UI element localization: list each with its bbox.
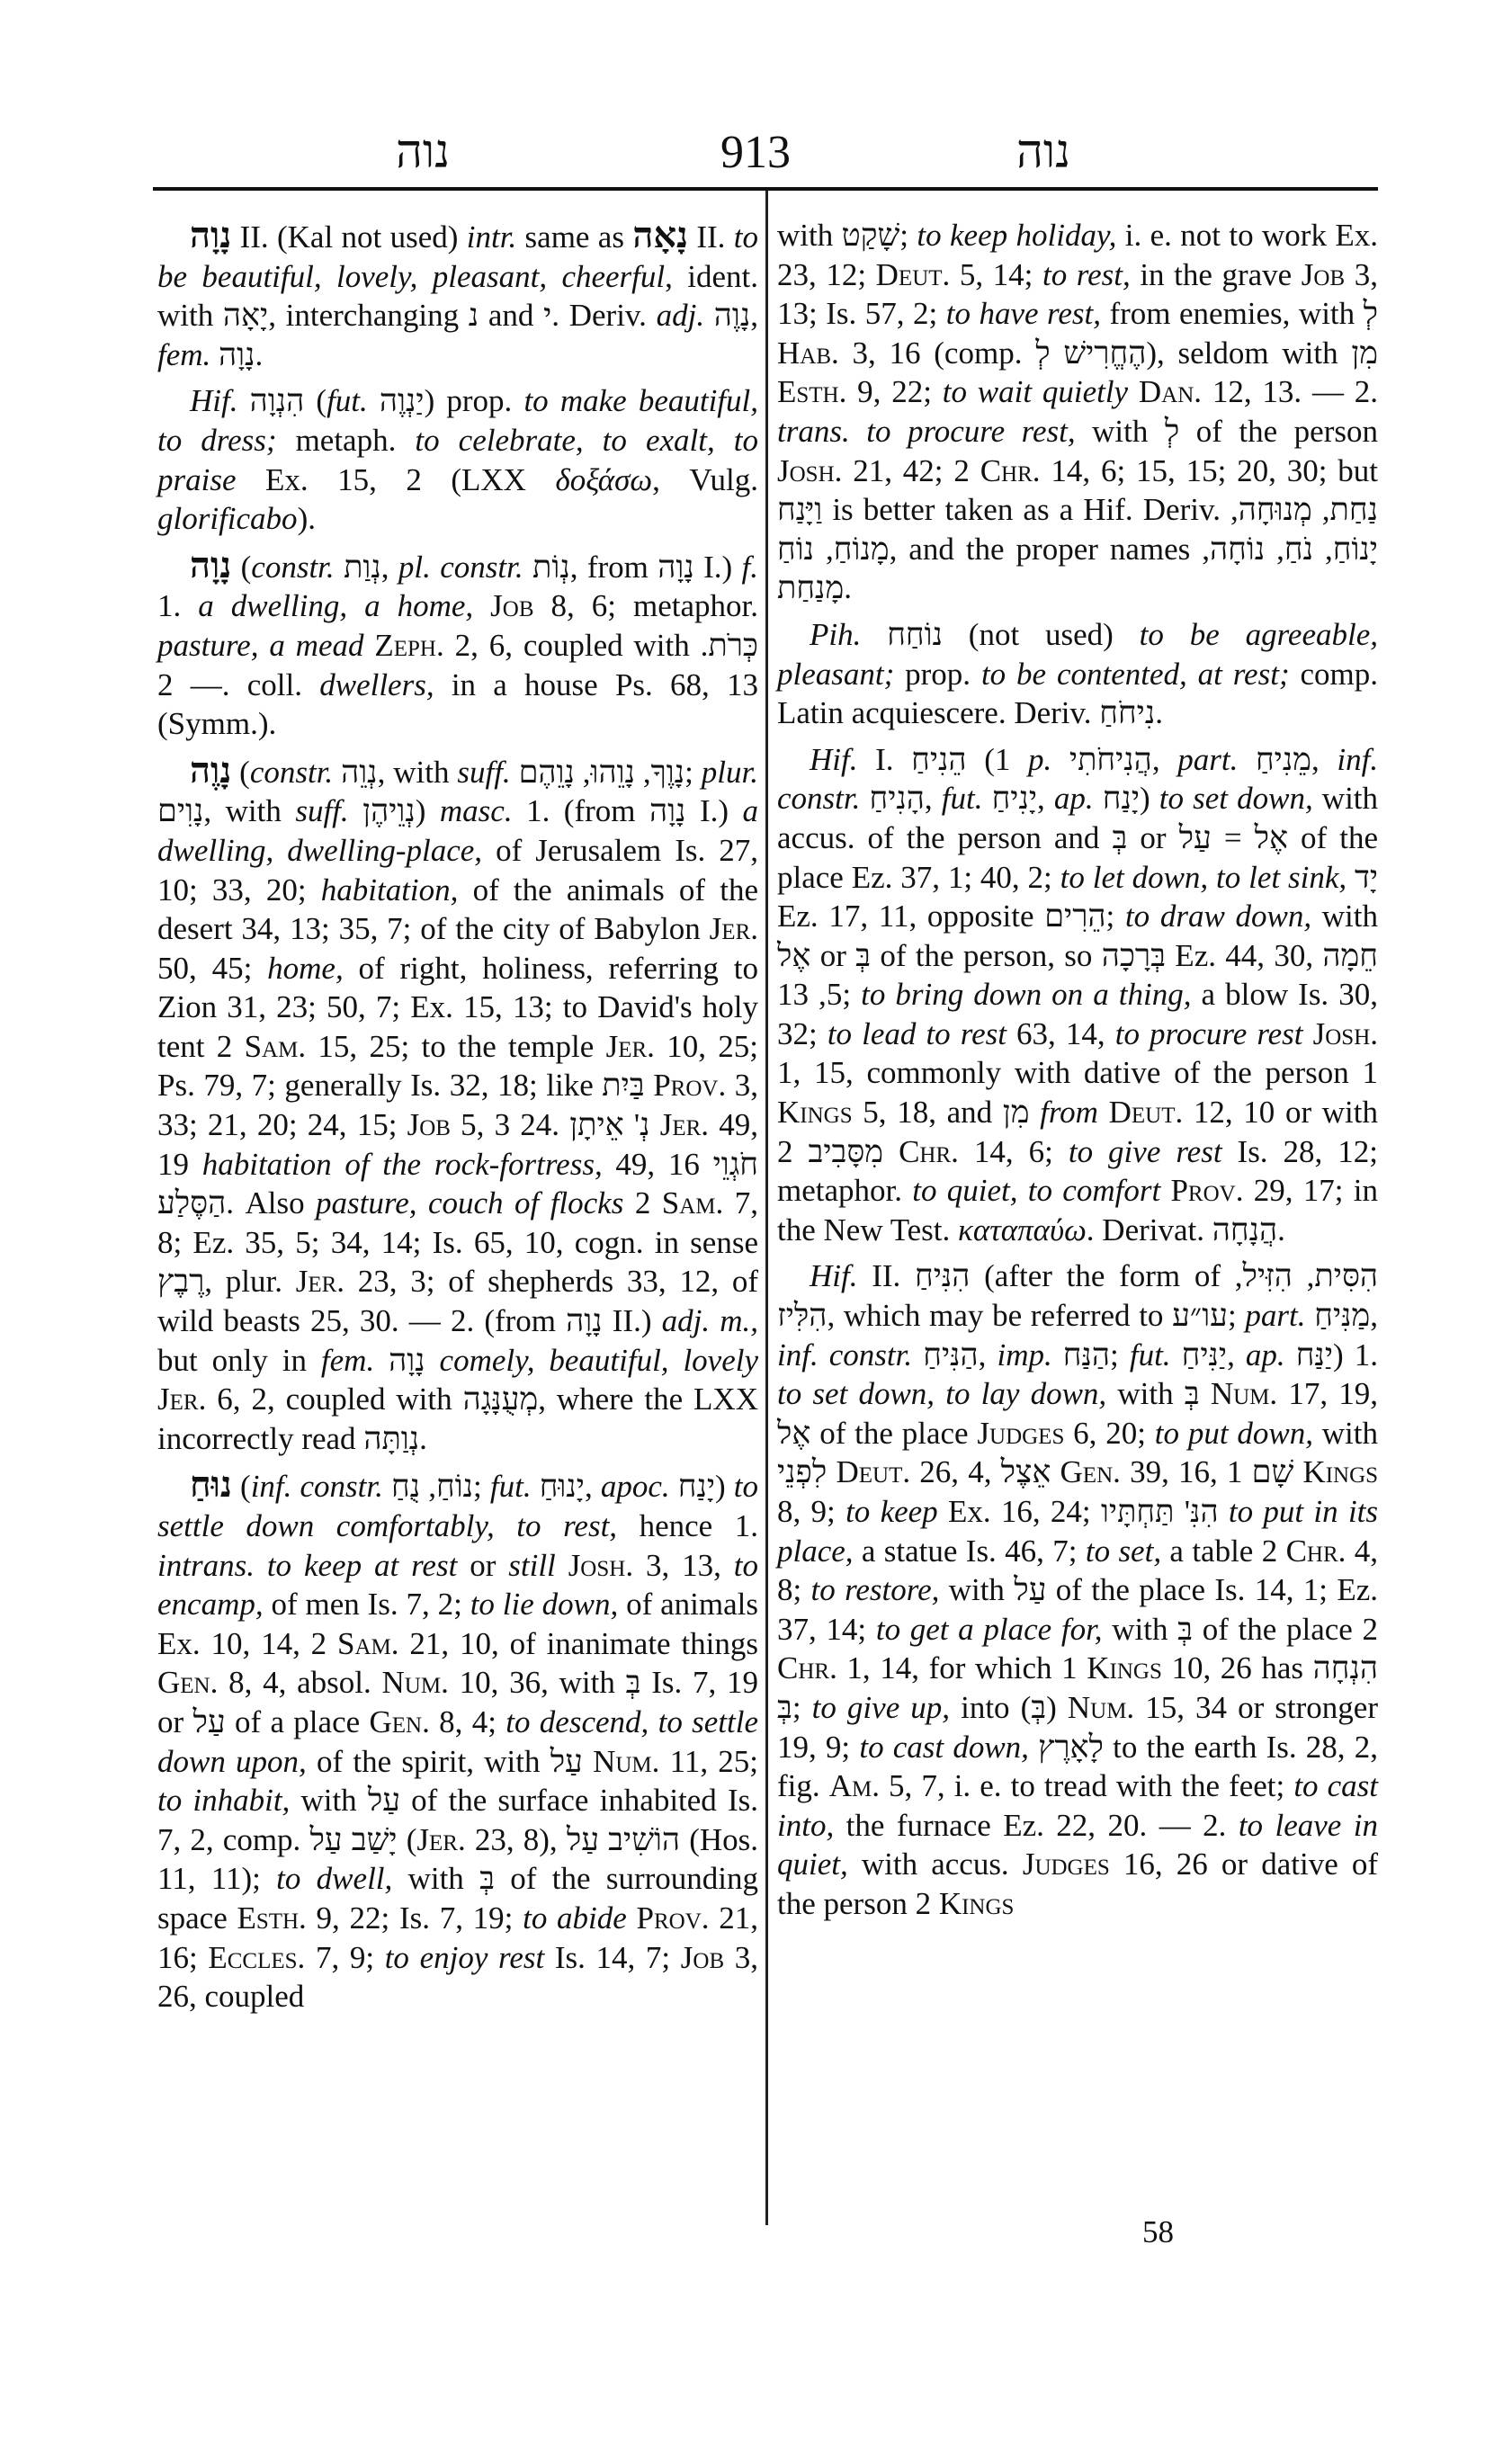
dictionary-entry [157, 1465, 758, 2016]
book-reference: Gen. [157, 1665, 219, 1701]
italic-gloss: to keep holiday, [917, 218, 1117, 253]
italic-gloss: to restore, [810, 1572, 940, 1608]
entry-text: נְוֵה, with [333, 754, 458, 790]
left-column [157, 216, 758, 2024]
italic-gloss: constr. [249, 754, 334, 790]
entry-text: comp. Latin acquiescere. Deriv. נִיחֹחַ. [777, 656, 1378, 731]
column-divider [765, 191, 768, 2225]
italic-gloss: imp. [997, 1337, 1052, 1373]
italic-gloss: adj. [656, 298, 705, 334]
entry-text: 5, 3 24. נְ' אֵיתָן [450, 1107, 660, 1143]
dictionary-entry [777, 1256, 1378, 1923]
book-reference: Kings [777, 1095, 853, 1131]
book-reference: Kings [938, 1885, 1015, 1921]
entry-text: יָד Ez. 17, 11, opposite הֵרִים; [777, 859, 1378, 934]
entry-text: with בְּ of the surrounding space [157, 1861, 758, 1936]
entry-text: 6, 20; [1064, 1415, 1155, 1451]
italic-gloss: part. [1177, 741, 1239, 777]
entry-text: 3, 26, coupled [157, 1939, 759, 2015]
italic-gloss: p. [1028, 741, 1052, 777]
entry-text: 10, 25; Ps. 79, 7; generally Is. 32, 18; like בַּיִת [157, 1028, 758, 1104]
entry-text: in the grave [1130, 256, 1302, 292]
book-reference: Jer. [295, 1264, 345, 1300]
entry-text: II. הִנִּיחַ (after the form of הִסִּית, הִזִּיל, הִלִּיז, which may be referred to עו״ע; [777, 1258, 1378, 1334]
entry-text: with אֶל or בְּ of the person, so בְּרָכָה Ez. 44, 30, חֵמָה 5, 13; [777, 899, 1378, 1013]
book-reference: Judges [1022, 1846, 1110, 1882]
entry-text: metaph. [276, 422, 416, 458]
entry-text: נָוֶךָ, נָוֵהוּ, נָוֵהֶם; [510, 754, 702, 790]
entry-text: 63, 14, [1006, 1015, 1115, 1051]
italic-gloss: constr. [251, 549, 335, 585]
book-reference: Deut. [1108, 1095, 1184, 1131]
entry-text: I. הֵנִיחַ (1 [857, 741, 1028, 777]
italic-gloss: suff. [295, 793, 349, 829]
italic-gloss: fut. [489, 1469, 532, 1505]
italic-gloss: Hif. [810, 1258, 858, 1294]
entry-text: יַנִּיחַ, [1170, 1337, 1246, 1373]
dictionary-entry [157, 381, 758, 538]
book-reference: Am. [828, 1768, 880, 1804]
italic-gloss: ap. [1053, 781, 1094, 817]
italic-gloss: to abide [523, 1900, 627, 1936]
italic-gloss: to give rest [1068, 1133, 1222, 1169]
entry-text: from enemies, with לְ [1100, 296, 1379, 332]
book-reference: Josh. [777, 452, 843, 488]
entry-text: 17, 19, אֶל of the place [777, 1376, 1379, 1451]
entry-text: , Vulg. [652, 461, 758, 497]
page-number: 913 [720, 127, 791, 178]
entry-text: ( [231, 754, 250, 790]
entry-text: 8, 6; metaphor. [533, 588, 759, 624]
book-reference: Kings [1087, 1650, 1162, 1686]
entry-text: הִנְוָה ( [237, 383, 327, 419]
book-reference: Sam. [661, 1185, 724, 1221]
italic-gloss: to set down, to lay down, [777, 1376, 1107, 1412]
book-reference: Prov. [653, 1068, 727, 1104]
entry-text [473, 588, 490, 623]
book-reference: Gen. [369, 1703, 430, 1739]
entry-text: 1, 15, commonly with dative of the person 1 [777, 1055, 1378, 1091]
italic-gloss: to give up, [811, 1689, 951, 1725]
entry-text: II. [688, 219, 734, 255]
entry-text: of the spirit, with עַל [306, 1743, 594, 1779]
entry-text: with בְּ of the place 2 [1102, 1611, 1378, 1647]
entry-headword: נָוֶה [190, 749, 232, 791]
book-reference: Zeph. [374, 627, 444, 663]
dictionary-entry [777, 615, 1378, 733]
book-reference: Num. [593, 1743, 660, 1779]
right-column [777, 216, 1378, 1931]
dictionary-entry [777, 216, 1378, 608]
italic-gloss: habitation, [320, 872, 459, 908]
italic-gloss: fem. [320, 1342, 375, 1378]
entry-text: with accus. [847, 1846, 1023, 1882]
italic-gloss: comely, beautiful, lovely [439, 1342, 759, 1378]
entry-text: הָנִיחַ, [860, 781, 942, 817]
italic-gloss: to set, [1085, 1533, 1162, 1569]
dictionary-entry [157, 216, 758, 374]
book-reference: Chr. [777, 1650, 837, 1686]
running-head-left: נוה [396, 127, 451, 178]
entry-text: 3, 33; 21, 20; 24, 15; [157, 1068, 759, 1143]
entry-text: II. (Kal not used) [231, 219, 467, 255]
entry-text: הַנַּח; [1051, 1337, 1130, 1373]
italic-gloss: to bring down on a thing, [861, 977, 1192, 1013]
entry-text: of Jerusalem Is. 27, 10; 33, 20; [157, 832, 758, 908]
book-reference: Num. [1067, 1689, 1135, 1725]
entry-text: יָנִיחַ, [982, 781, 1054, 817]
entry-text: 8, 9; [777, 1494, 846, 1529]
italic-gloss: to procure rest [1114, 1015, 1303, 1051]
entry-text: 11, 25; [659, 1743, 758, 1779]
entry-text: 9, 22; [846, 374, 943, 410]
italic-gloss: from [1040, 1095, 1098, 1131]
italic-gloss: intr. [466, 219, 517, 255]
entry-text: 3, 13; Is. 57, 2; [777, 256, 1378, 332]
entry-text: 2 [623, 1185, 662, 1221]
entry-text: יַנַּח) 1. [1284, 1337, 1378, 1373]
book-reference: Sam. [337, 1625, 399, 1661]
entry-text: Ex. 15, 2 (LXX [236, 461, 556, 497]
book-reference: Jer. [416, 1821, 466, 1857]
entry-text [1303, 1016, 1313, 1051]
entry-text: , ident. with יָאָה, interchanging נ and י. Deriv. [157, 258, 759, 334]
entry-text: נָוָה [374, 1342, 440, 1378]
signature-mark: 58 [1142, 2214, 1174, 2249]
book-reference: Chr. [899, 1133, 959, 1169]
italic-gloss: Hif. [810, 741, 858, 777]
book-reference: Kings [1302, 1454, 1379, 1490]
entry-text: 3, 16 (comp. הֶחֱרִישׁ לְ), seldom with מִן [838, 335, 1378, 371]
entry-text: נוֹחַח (not used) [861, 616, 1140, 652]
italic-gloss: to be agreeable, pleasant; [777, 616, 1378, 692]
entry-text: 21, 10, of inanimate things [398, 1625, 758, 1661]
entry-text: the furnace Ez. 22, 20. — 2. [834, 1807, 1239, 1843]
entry-text: מַנִּיחַ, [1305, 1298, 1379, 1334]
italic-gloss: ap. [1245, 1337, 1285, 1373]
italic-gloss: pasture, couch of flocks [316, 1185, 624, 1221]
italic-gloss: still [508, 1547, 556, 1583]
italic-gloss: to cast down, [859, 1729, 1029, 1765]
italic-gloss: to cast into, [777, 1768, 1379, 1843]
entry-text: hence 1. [617, 1508, 758, 1543]
entry-text: prop. [894, 656, 981, 692]
entry-text: with בְּ [1106, 1376, 1211, 1412]
entry-text: יַנְוֶה) prop. [367, 383, 524, 419]
book-reference: Num. [1210, 1376, 1278, 1412]
entry-text: Ex. 16, 24; הִנִּ' תַּחְתָּיו [937, 1494, 1229, 1529]
italic-gloss: dwellers, [319, 666, 434, 702]
book-reference: Jer. [157, 1381, 207, 1417]
entry-text: נְוַת, [334, 549, 398, 585]
entry-headword: נָאָה [632, 215, 689, 255]
book-reference: Esth. [237, 1900, 307, 1936]
book-reference: Job [1301, 256, 1346, 292]
italic-gloss: inf. constr. [777, 1337, 913, 1373]
italic-gloss: to make beautiful, to dress; [157, 383, 759, 458]
italic-gloss: a dwelling, dwelling-place, [157, 793, 759, 868]
italic-gloss: inf. constr. [777, 741, 1379, 817]
italic-gloss: to encamp, [157, 1547, 759, 1623]
italic-gloss: to lie down, [470, 1587, 619, 1623]
italic-gloss: inf. constr. [250, 1469, 383, 1505]
entry-text: 12, 13. — 2. [1202, 374, 1378, 410]
book-reference: Sam. [244, 1028, 307, 1064]
entry-text: לָאָרֶץ to the earth Is. 28, 2, fig. [777, 1729, 1378, 1804]
entry-text: with לִפְנֵי [777, 1415, 1378, 1490]
entry-text: 16, 26 or dative of the person 2 [777, 1846, 1379, 1921]
italic-gloss: fem. [157, 336, 211, 372]
entry-text: 10, 36, with בְּ Is. 7, 19 or עַל of a place [157, 1665, 758, 1739]
italic-gloss: apoc. [600, 1469, 670, 1505]
dictionary-entry [157, 546, 758, 744]
entry-text: יָנַח) [1093, 781, 1159, 817]
dictionary-entry [157, 751, 758, 1459]
italic-gloss: fut. [1129, 1337, 1171, 1373]
italic-gloss: to lead to rest [827, 1015, 1007, 1051]
italic-gloss: adj. m., [661, 1303, 759, 1339]
book-reference: Num. [381, 1665, 449, 1701]
italic-gloss: to dwell, [276, 1861, 393, 1897]
entry-text: . Derivat. הֲנָחָה. [1086, 1212, 1285, 1247]
book-reference: Job [490, 588, 534, 624]
italic-gloss: to celebrate, to exalt, to praise [157, 422, 758, 497]
italic-gloss: to let down, to let sink, [1060, 859, 1347, 895]
entry-headword: נָוָה [190, 544, 232, 586]
book-reference: Job [407, 1107, 451, 1143]
entry-text: יָנַח) [669, 1469, 734, 1505]
italic-gloss: suff. [457, 754, 511, 790]
entry-text: ( [231, 549, 252, 585]
entry-text [556, 1548, 568, 1583]
italic-gloss: plur. [701, 754, 759, 790]
entry-text: 39, 16, שָׁם 1 [1120, 1454, 1303, 1490]
entry-text: 21, 16; [157, 1900, 758, 1975]
running-head-right: נוה [1016, 127, 1071, 178]
italic-gloss: trans. to procure rest, [777, 413, 1076, 449]
entry-text: of men Is. 7, 2; [263, 1587, 470, 1623]
entry-text: הֲנִיחֹתִי, [1051, 741, 1178, 777]
entry-text: but only in [157, 1342, 321, 1378]
entry-text: with עַל of the place Is. 14, 1; Ez. 37, 14; [777, 1572, 1378, 1647]
entry-text: 1, 14, for which 1 [837, 1650, 1087, 1686]
book-reference: Hab. [777, 335, 839, 371]
italic-gloss: habitation of the rock-fortress, [201, 1146, 603, 1182]
entry-text: נָוִים, with [157, 793, 296, 829]
italic-gloss: καταπαύω [958, 1212, 1087, 1247]
book-reference: Deut. [836, 1454, 911, 1490]
entry-text: with עַל of the surface inhabited Is. 7, 2, comp. יָשַׁב עַל ( [157, 1783, 758, 1857]
entry-text: 50, 45; [157, 950, 268, 986]
book-reference: Josh. [1312, 1015, 1379, 1051]
italic-gloss: to draw down, [1124, 899, 1312, 934]
entry-text: in a house Ps. 68, 13 (Symm.). [157, 666, 759, 742]
italic-gloss: to set down, [1159, 781, 1313, 817]
italic-gloss: Hif. [190, 383, 238, 419]
entry-text: 7, 9; [305, 1939, 385, 1975]
entry-text: 23, 8), הוֹשִׁיב עַל (Hos. 11, 11); [157, 1821, 759, 1897]
book-reference: Josh. [568, 1547, 634, 1583]
entry-text: a statue Is. 46, 7; [853, 1533, 1086, 1569]
italic-gloss: to get a place for, [875, 1611, 1103, 1647]
entry-text: נָוָה. [210, 336, 264, 372]
entry-text: Is. 28, 12; metaphor. [777, 1133, 1379, 1209]
italic-gloss: fut. [941, 781, 983, 817]
entry-text: with accus. of the person and בְּ or אֶל = עַל of the place Ez. 37, 1; 40, 2; [777, 781, 1379, 895]
book-reference: Jer. [709, 911, 758, 947]
italic-gloss: home, [267, 950, 344, 986]
entry-text: 3, 13, [633, 1547, 734, 1583]
entry-text: 6, 2, coupled with מְעֻנָּגָה, where the LXX incorrectly read נְוַתָּה. [157, 1381, 758, 1456]
entry-text [1098, 1095, 1109, 1130]
italic-gloss: to quiet, to comfort [912, 1173, 1161, 1209]
entry-text: נְוֹת, from נָוָה I.) [523, 549, 742, 585]
entry-text: 14, 6; 15, 15; 20, 30; but וַיָּנַח is better taken as a Hif. Deriv. נַחַת, מְנוּחָה, מָנוֹחַ, נוֹחַ, and the proper names יָנוֹחַ, נֹחַ, נוֹחָה, מָנַחַת. [777, 452, 1378, 606]
dictionary-entry [777, 740, 1378, 1250]
entry-text: 5, 14; [950, 256, 1042, 292]
entry-text: 2, 6, coupled with כְּרֹת. — 2. coll. [157, 627, 758, 702]
entry-text: 12, 10 or with מִסָּבִיב 2 [777, 1095, 1378, 1169]
italic-gloss: a dwelling, a home, [198, 588, 474, 624]
entry-text: 7, 8; Ez. 35, 5; 34, 14; Is. 65, 10, cogn. in sense רֶבֶץ, plur. [157, 1185, 758, 1300]
book-reference: Chr. [980, 452, 1041, 488]
italic-gloss: to descend, to settle down upon, [157, 1703, 759, 1779]
entry-text: 8, 4; [429, 1703, 506, 1739]
entry-text: יָנוּחַ, [531, 1469, 601, 1505]
entry-text: or [457, 1547, 509, 1583]
entry-text: 49, 16 חֹגְוֵי הַסֶּלַע. Also [157, 1146, 759, 1221]
book-reference: Prov. [636, 1900, 710, 1936]
entry-text: מֵנִיחַ, [1238, 741, 1338, 777]
book-reference: Chr. [1285, 1533, 1346, 1569]
entry-text: same as [516, 219, 633, 255]
entry-text [627, 1900, 637, 1936]
italic-gloss: to settle down comfortably, to rest, [157, 1469, 759, 1543]
book-reference: Job [680, 1939, 725, 1975]
entry-text: ). [297, 501, 316, 537]
entry-text: with שָׁקַט; [777, 218, 917, 253]
italic-gloss: pl. constr. [398, 549, 523, 585]
italic-gloss: pasture, a mead [157, 627, 364, 663]
entry-text: נָוֶה, [704, 298, 758, 334]
book-reference: Prov. [1170, 1173, 1244, 1209]
italic-gloss: to inhabit, [157, 1783, 291, 1819]
entry-text: 15, 34 or stronger 19, 9; [777, 1689, 1378, 1765]
entry-text: of the animals of the desert 34, 13; 35, 7; of the city of Babylon [157, 872, 758, 947]
italic-gloss: to be beautiful, lovely, pleasant, cheerful [157, 219, 758, 294]
entry-text: 14, 6; [958, 1133, 1069, 1169]
entry-text: 5, 18, and מִן [852, 1095, 1041, 1131]
italic-gloss: to enjoy rest [384, 1939, 545, 1975]
entry-text: a table 2 [1161, 1533, 1286, 1569]
book-reference: Jer. [659, 1107, 710, 1143]
entry-text: 29, 17; in the New Test. [777, 1173, 1379, 1247]
entry-text [364, 628, 375, 663]
italic-gloss: part. [1245, 1298, 1306, 1334]
italic-gloss: to leave in quiet, [777, 1807, 1378, 1882]
entry-text: 8, 4, absol. [218, 1665, 382, 1701]
entry-text: a blow Is. 30, 32; [777, 977, 1378, 1051]
entry-text: 1. [157, 588, 199, 624]
entry-text: 21, 42; 2 [842, 452, 980, 488]
entry-text: ( [231, 1469, 251, 1505]
entry-text: 23, 3; of shepherds 33, 12, of wild beasts 25, 30. — 2. (from נָוָה II.) [157, 1264, 758, 1339]
entry-text: 1. (from נָוָה I.) [512, 793, 743, 829]
entry-text: נוֹחַ, נֻחַ; [382, 1469, 490, 1505]
italic-gloss: to put in its place, [777, 1494, 1379, 1569]
entry-text: into (בְּ) [950, 1689, 1068, 1725]
italic-gloss: fut. [327, 383, 368, 419]
italic-gloss: to put down, [1154, 1415, 1313, 1451]
entry-text: 15, 25; to the temple [306, 1028, 606, 1064]
entry-text: נְוֵיהֶן) [348, 793, 440, 829]
italic-gloss: glorificabo [157, 501, 298, 537]
entry-text: 5, 7, i. e. to tread with the feet; [879, 1768, 1294, 1804]
entry-text [1160, 1173, 1170, 1208]
entry-headword: נָוָה [190, 215, 232, 255]
entry-text: Is. 14, 7; [544, 1939, 681, 1975]
entry-text: of animals Ex. 10, 14, 2 [157, 1587, 758, 1661]
entry-text: 9, 22; Is. 7, 19; [306, 1900, 523, 1936]
entry-text: 26, 4, אֵצֶל [910, 1454, 1060, 1490]
italic-gloss: to be contented, at rest; [980, 656, 1290, 692]
entry-headword: נוּחַ [190, 1464, 232, 1506]
italic-gloss: f. [741, 549, 759, 585]
entry-text: 10, 26 has הִנְחָה בְּ; [777, 1650, 1378, 1725]
book-reference: Eccles. [208, 1939, 306, 1975]
italic-gloss: to wait quietly [942, 374, 1129, 410]
entry-text: with לְ of the person [1075, 413, 1378, 449]
entry-text: 49, 19 [157, 1107, 758, 1182]
entry-text: of right, holiness, referring to Zion 31, 23; 50, 7; Ex. 15, 13; to David's holy tent 2 [157, 950, 758, 1064]
italic-gloss: intrans. to keep at rest [157, 1547, 458, 1583]
entry-text: הַנִּיחַ, [912, 1337, 998, 1373]
italic-gloss: Pih. [810, 616, 862, 652]
book-reference: Jer. [605, 1028, 655, 1064]
italic-gloss: δοξάσω [555, 461, 653, 497]
entry-text [1128, 374, 1139, 409]
book-reference: Gen. [1060, 1454, 1121, 1490]
italic-gloss: to keep [845, 1494, 938, 1529]
book-reference: Esth. [777, 374, 847, 410]
book-reference: Dan. [1138, 374, 1203, 410]
entry-text: 4, 8; [777, 1533, 1378, 1608]
book-reference: Judges [977, 1415, 1065, 1451]
entry-text: i. e. not to work Ex. 23, 12; [777, 218, 1378, 292]
italic-gloss: to have rest, [945, 296, 1101, 332]
italic-gloss: to rest, [1042, 256, 1131, 292]
book-reference: Deut. [875, 256, 951, 292]
italic-gloss: masc. [439, 793, 513, 829]
